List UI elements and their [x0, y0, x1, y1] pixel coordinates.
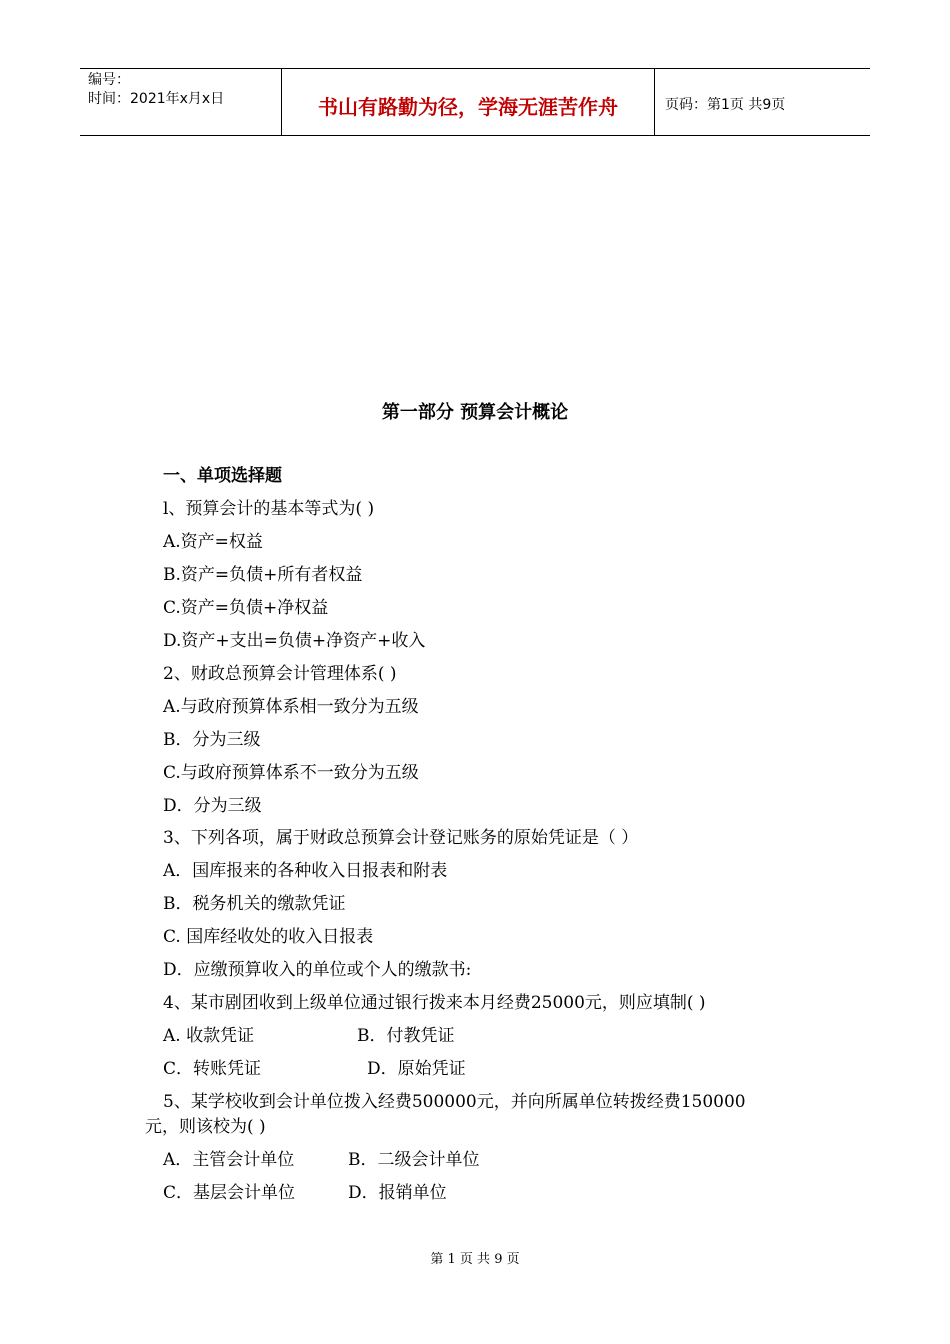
question-3-option-b: B．税务机关的缴款凭证 — [163, 894, 346, 914]
question-2-option-d: D．分为三级 — [163, 796, 262, 816]
question-4-option-a: A. 收款凭证 — [163, 1026, 255, 1046]
header-time-label: 时间：2021年x月x日 — [88, 91, 225, 107]
question-4-stem: 4、某市剧团收到上级单位通过银行拨来本月经费25000元，则应填制( ) — [163, 993, 706, 1013]
question-1-option-d: D.资产+支出=负债+净资产+收入 — [163, 631, 426, 651]
question-3-stem: 3、下列各项，属于财政总预算会计登记账务的原始凭证是（ ） — [163, 828, 639, 848]
question-3-option-a: A．国库报来的各种收入日报表和附表 — [163, 861, 448, 881]
question-5-option-b: B．二级会计单位 — [348, 1150, 480, 1170]
header-divider-right — [654, 69, 655, 135]
question-4-option-b: B．付教凭证 — [357, 1026, 455, 1046]
header-page-info: 页码：第1页 共9页 — [665, 97, 786, 113]
question-2-stem: 2、财政总预算会计管理体系( ) — [163, 664, 397, 684]
question-3-option-d: D．应缴预算收入的单位或个人的缴款书: — [163, 960, 472, 980]
section-title: 一、单项选择题 — [163, 466, 282, 486]
document-title: 第一部分 预算会计概论 — [381, 402, 569, 423]
question-5-option-c: C．基层会计单位 — [163, 1183, 296, 1203]
header-meta — [88, 71, 224, 109]
question-1-stem: l、预算会计的基本等式为( ) — [163, 499, 375, 519]
page-footer: 第 1 页 共 9 页 — [430, 1252, 520, 1267]
question-1-option-a: A.资产=权益 — [163, 532, 263, 552]
question-2-option-b: B．分为三级 — [163, 730, 261, 750]
header-code-label: 编号： — [88, 72, 130, 88]
question-5-stem-line-1: 5、某学校收到会计单位拨入经费500000元，并向所属单位转拨经费150000 — [163, 1092, 746, 1112]
question-4-option-c: C．转账凭证 — [163, 1059, 262, 1079]
question-3-option-c: C. 国库经收处的收入日报表 — [163, 927, 374, 947]
question-1-option-b: B.资产=负债+所有者权益 — [163, 565, 363, 585]
question-1-option-c: C.资产=负债+净权益 — [163, 598, 329, 618]
question-5-option-d: D．报销单位 — [348, 1183, 447, 1203]
header-motto: 书山有路勤为径，学海无涯苦作舟 — [318, 95, 618, 119]
question-2-option-a: A.与政府预算体系相一致分为五级 — [163, 697, 419, 717]
question-5-option-a: A．主管会计单位 — [163, 1150, 295, 1170]
question-2-option-c: C.与政府预算体系不一致分为五级 — [163, 763, 419, 783]
question-4-option-d: D．原始凭证 — [367, 1059, 466, 1079]
page-header — [80, 68, 870, 136]
question-5-stem-line-2: 元，则该校为( ) — [145, 1117, 266, 1137]
